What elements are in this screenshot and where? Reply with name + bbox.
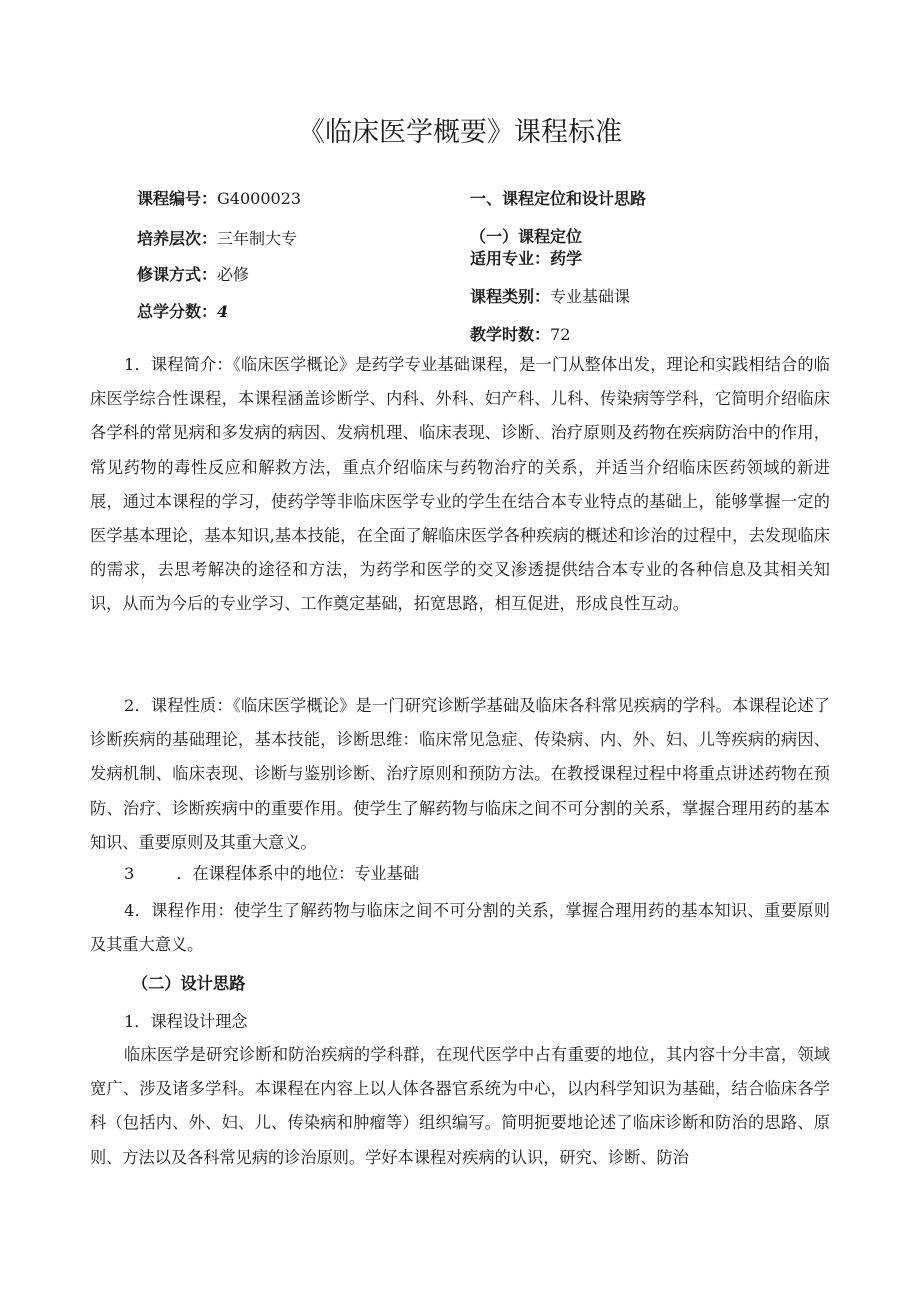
level-value: 三年制大专: [217, 229, 298, 248]
level-label: 培养层次：: [137, 229, 218, 248]
course-code-label: 课程编号：: [137, 189, 218, 208]
paragraph-design: 临床医学是研究诊断和防治疾病的学科群，在现代医学中占有重要的地位，其内容十分丰富，领域宽广、涉及诸多学科。本课程在内容上以人体各器官系统为中心，以内科学知识为基础，结合临床各学科（包括内、外、妇、儿、传染病和肿瘤等）组织编写。简明扼要地论述了临床诊断和防治的思路、原则、方法以及各科常见病的诊治原则。学好本课程对疾病的认识，研究、诊断、防治: [90, 1045, 830, 1167]
hours-row: [470, 322, 570, 345]
category-value: 专业基础课: [550, 287, 631, 306]
paragraph-position-text: ．在课程体系中的地位：专业基础: [176, 864, 420, 883]
category-row: [470, 284, 630, 307]
course-code-row: [137, 186, 301, 209]
hours-value: 72: [550, 325, 571, 344]
mode-row: [137, 262, 249, 285]
sub-heading-design: （二）设计思路: [132, 974, 246, 993]
paragraph-intro: 1．课程简介：《临床医学概论》是药学专业基础课程，是一门从整体出发，理论和实践相结合的临床医学综合性课程，本课程涵盖诊断学、内科、外科、妇产科、儿科、传染病等学科，它简明介绍临床各学科的常见病和多发病的病因、发病机理、临床表现、诊断、治疗原则及药物在疾病防治中的作用，常见药物的毒性反应和解救方法，重点介绍临床与药物治疗的关系，并适当介绍临床医药领域的新进展，通过本课程的学习，使药学等非临床医学专业的学生在结合本专业特点的基础上，能够掌握一定的医学基本理论，基本知识,基本技能，在全面了解临床医学各种疾病的概述和诊治的过程中，去发现临床的需求，去思考解决的途径和方法，为药学和医学的交叉渗透提供结合本专业的各种信息及其相关知识，从而为今后的专业学习、工作奠定基础，拓宽思路，相互促进，形成良性互动。: [90, 355, 830, 614]
credits-row: [137, 299, 228, 322]
course-code-value: G4000023: [217, 189, 302, 208]
major-value: 药学: [550, 249, 583, 268]
design-concept-heading: 1．课程设计理念: [124, 1012, 248, 1031]
sub-heading-positioning: （一）课程定位: [470, 227, 583, 246]
credits-value: 4: [217, 302, 229, 321]
paragraph-nature: 2．课程性质：《临床医学概论》是一门研究诊断学基础及临床各科常见疾病的学科。本课程论述了诊断疾病的基础理论，基本技能，诊断思维：临床常见急症、传染病、内、外、妇、儿等疾病的病因、发病机制、临床表现、诊断与鉴别诊断、治疗原则和预防方法。在教授课程过程中将重点讲述药物在预防、治疗、诊断疾病中的重要作用。使学生了解药物与临床之间不可分割的关系，掌握合理用药的基本知识、重要原则及其重大意义。: [90, 696, 830, 852]
category-label: 课程类别：: [470, 287, 551, 306]
mode-label: 修课方式：: [137, 265, 218, 284]
major-label: 适用专业：: [470, 249, 551, 268]
mode-value: 必修: [217, 265, 250, 284]
level-row: [137, 226, 297, 249]
hours-label: 教学时数：: [470, 325, 551, 344]
paragraph-position-number: 3: [124, 864, 135, 883]
section-heading: 一、课程定位和设计思路: [470, 189, 647, 208]
page-title: 《临床医学概要》课程标准: [298, 117, 622, 148]
paragraph-role: 4．课程作用：使学生了解药物与临床之间不可分割的关系，掌握合理用药的基本知识、重要原则及其重大意义。: [90, 901, 830, 955]
major-row: [470, 246, 582, 269]
paragraph-position: [124, 860, 419, 884]
credits-label: 总学分数：: [137, 302, 218, 321]
